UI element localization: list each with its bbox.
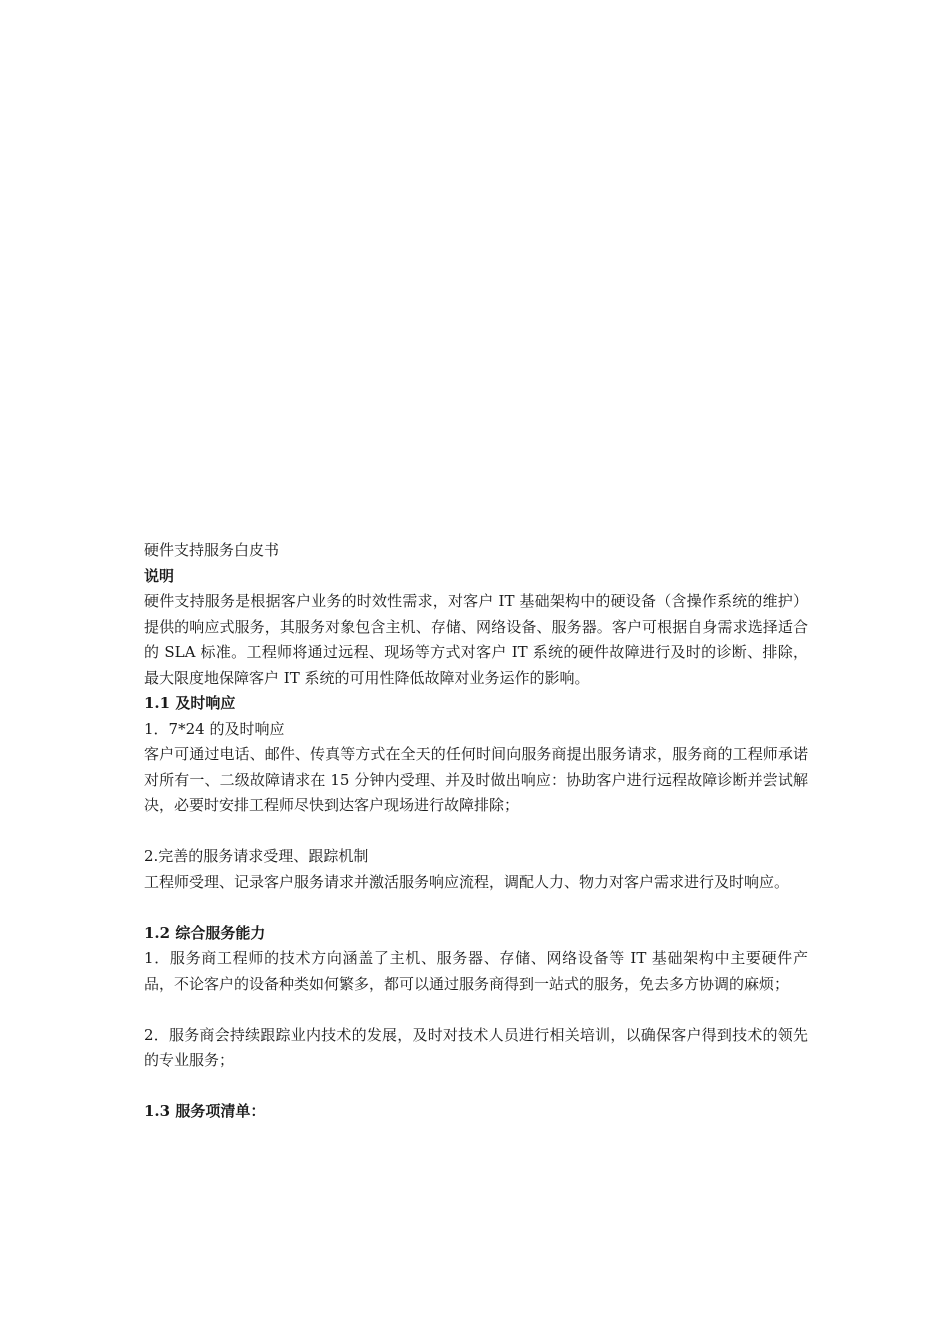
section-1-1-item1-title: 1．7*24 的及时响应 — [144, 719, 285, 738]
document-title: 硬件支持服务白皮书 — [144, 541, 280, 559]
section-1-1-item1-body: 客户可通过电话、邮件、传真等方式在全天的任何时间向服务商提出服务请求，服务商的工程师承诺对所有一、二级故障请求在 15 分钟内受理、并及时做出响应：协助客户进行远程故障诊断并尝试解决，必要时安排工程师尽快到达客户现场进行故障排除； — [144, 745, 808, 814]
paragraph-gap — [144, 1074, 808, 1100]
document-page — [144, 538, 808, 1125]
section-1-1-heading: 1.1 及时响应 — [144, 694, 236, 712]
section-1-1-item2-body: 工程师受理、记录客户服务请求并激活服务响应流程，调配人力、物力对客户需求进行及时响应。 — [144, 872, 790, 891]
section-1-1-item2-title: 2.完善的服务请求受理、跟踪机制 — [144, 847, 369, 865]
section-1-3-heading: 1.3 服务项清单： — [144, 1102, 266, 1120]
section-1-2-item1-body: 1．服务商工程师的技术方向涵盖了主机、服务器、存储、网络设备等 IT 基础架构中主要硬件产品，不论客户的设备种类如何繁多，都可以通过服务商得到一站式的服务，免去多方协调的麻烦； — [144, 949, 808, 993]
section-1-2-heading: 1.2 综合服务能力 — [144, 923, 266, 942]
paragraph-gap — [144, 819, 808, 845]
paragraph-gap — [144, 895, 808, 921]
section-1-2-item2-body: 2．服务商会持续跟踪业内技术的发展，及时对技术人员进行相关培训，以确保客户得到技术的领先的专业服务； — [144, 1025, 808, 1069]
intro-heading: 说明 — [144, 566, 175, 585]
paragraph-gap — [144, 997, 808, 1023]
intro-paragraph: 硬件支持服务是根据客户业务的时效性需求，对客户 IT 基础架构中的硬设备（含操作系统的维护）提供的响应式服务，其服务对象包含主机、存储、网络设备、服务器。客户可根据自身需求选择适合的 SLA 标准。工程师将通过远程、现场等方式对客户 IT 系统的硬件故障进行及时的诊断、排除，最大限度地保障客户 IT 系统的可用性降低故障对业务运作的影响。 — [144, 592, 808, 687]
